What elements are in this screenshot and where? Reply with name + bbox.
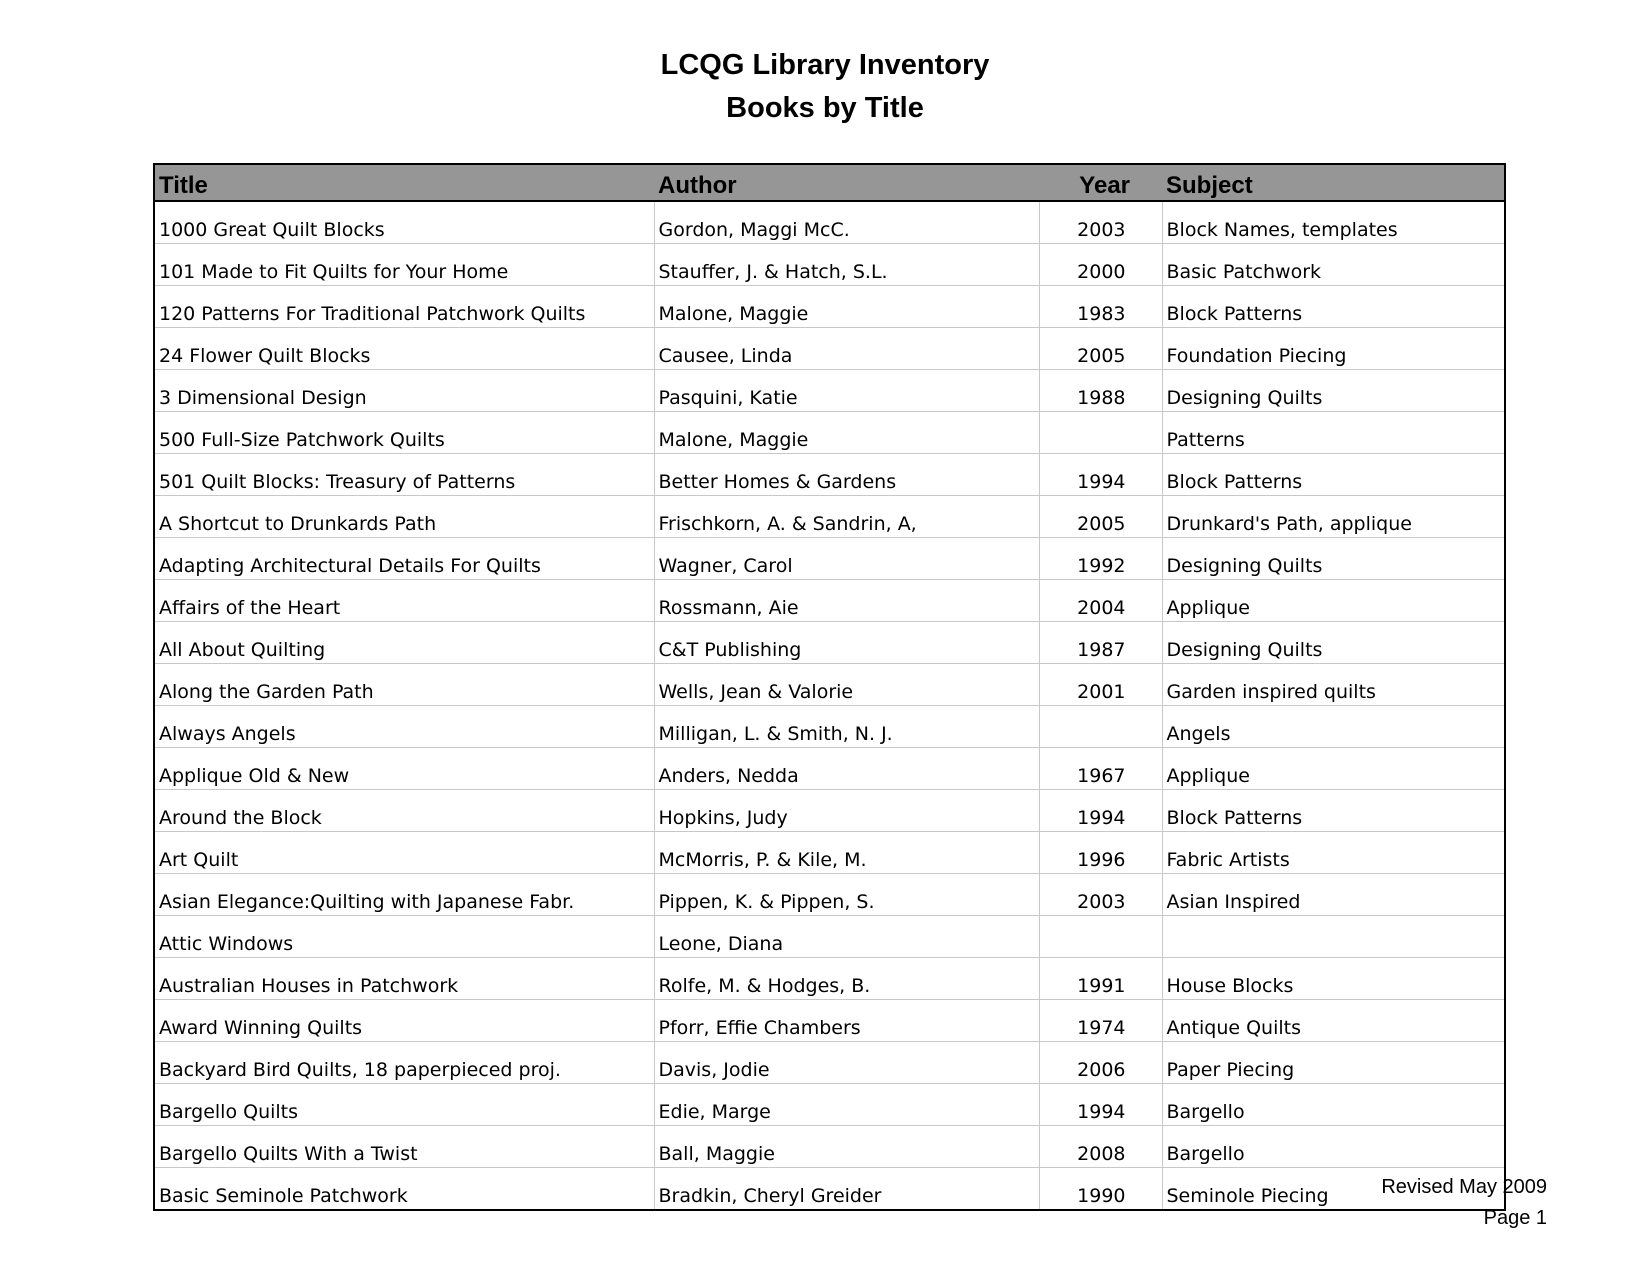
cell-year: 1991: [1039, 958, 1162, 1000]
table-row: [154, 201, 1505, 244]
cell-subject: Fabric Artists: [1162, 832, 1505, 874]
cell-title: Along the Garden Path: [154, 664, 654, 706]
table-row: [154, 958, 1505, 1000]
cell-subject: Asian Inspired: [1162, 874, 1505, 916]
cell-author: Malone, Maggie: [654, 412, 1039, 454]
cell-year: 1974: [1039, 1000, 1162, 1042]
cell-year: 1994: [1039, 1084, 1162, 1126]
cell-subject: Paper Piecing: [1162, 1042, 1505, 1084]
cell-title: Art Quilt: [154, 832, 654, 874]
cell-author: Anders, Nedda: [654, 748, 1039, 790]
cell-title: Bargello Quilts With a Twist: [154, 1126, 654, 1168]
cell-author: Stauffer, J. & Hatch, S.L.: [654, 244, 1039, 286]
cell-subject: Designing Quilts: [1162, 370, 1505, 412]
cell-author: Frischkorn, A. & Sandrin, A,: [654, 496, 1039, 538]
cell-subject: Angels: [1162, 706, 1505, 748]
cell-author: Causee, Linda: [654, 328, 1039, 370]
cell-author: Milligan, L. & Smith, N. J.: [654, 706, 1039, 748]
table-row: [154, 874, 1505, 916]
cell-year: 2000: [1039, 244, 1162, 286]
cell-title: 3 Dimensional Design: [154, 370, 654, 412]
cell-author: Pforr, Effie Chambers: [654, 1000, 1039, 1042]
cell-title: Affairs of the Heart: [154, 580, 654, 622]
cell-title: Basic Seminole Patchwork: [154, 1168, 654, 1211]
cell-author: C&T Publishing: [654, 622, 1039, 664]
cell-subject: Garden inspired quilts: [1162, 664, 1505, 706]
cell-title: Award Winning Quilts: [154, 1000, 654, 1042]
cell-year: 1987: [1039, 622, 1162, 664]
table-row: [154, 496, 1505, 538]
cell-title: 120 Patterns For Traditional Patchwork Quilts: [154, 286, 654, 328]
table-row: [154, 1000, 1505, 1042]
cell-author: Malone, Maggie: [654, 286, 1039, 328]
table-row: [154, 244, 1505, 286]
table-row: [154, 664, 1505, 706]
cell-author: Pasquini, Katie: [654, 370, 1039, 412]
cell-title: Asian Elegance:Quilting with Japanese Fabr.: [154, 874, 654, 916]
cell-author: Wells, Jean & Valorie: [654, 664, 1039, 706]
table-row: [154, 790, 1505, 832]
cell-title: 1000 Great Quilt Blocks: [154, 201, 654, 244]
cell-author: Leone, Diana: [654, 916, 1039, 958]
table-row: [154, 1126, 1505, 1168]
table-row: [154, 580, 1505, 622]
table-row: [154, 748, 1505, 790]
table-row: [154, 328, 1505, 370]
cell-title: 500 Full-Size Patchwork Quilts: [154, 412, 654, 454]
cell-year: [1039, 706, 1162, 748]
cell-year: 2005: [1039, 328, 1162, 370]
cell-author: Wagner, Carol: [654, 538, 1039, 580]
cell-subject: Designing Quilts: [1162, 622, 1505, 664]
cell-subject: Block Names, templates: [1166, 219, 1398, 241]
cell-author: Hopkins, Judy: [654, 790, 1039, 832]
cell-author: Better Homes & Gardens: [654, 454, 1039, 496]
cell-year: [1039, 916, 1162, 958]
table-row: [154, 832, 1505, 874]
document-footer: [1381, 1172, 1547, 1234]
cell-author: Pippen, K. & Pippen, S.: [654, 874, 1039, 916]
cell-title: Adapting Architectural Details For Quilts: [154, 538, 654, 580]
page-number: Page 1: [1483, 1207, 1547, 1229]
column-header-year: Year: [1039, 164, 1162, 201]
cell-year: 2001: [1039, 664, 1162, 706]
revision-date: Revised May 2009: [1381, 1176, 1547, 1198]
table-row: [154, 706, 1505, 748]
cell-author: Edie, Marge: [654, 1084, 1039, 1126]
cell-subject: Bargello: [1162, 1084, 1505, 1126]
cell-author: Bradkin, Cheryl Greider: [654, 1168, 1039, 1211]
cell-author: McMorris, P. & Kile, M.: [654, 832, 1039, 874]
cell-year: 1990: [1039, 1168, 1162, 1211]
table-header: [154, 164, 1505, 201]
cell-subject: Patterns: [1162, 412, 1505, 454]
cell-year: 2004: [1039, 580, 1162, 622]
cell-subject: [1162, 916, 1505, 958]
document-subtitle: Books by Title: [726, 92, 924, 124]
document-header: [0, 44, 1650, 130]
cell-year: 1992: [1039, 538, 1162, 580]
table-row: [154, 370, 1505, 412]
table-row: [154, 1042, 1505, 1084]
inventory-table: [153, 163, 1506, 1211]
cell-year: 1994: [1039, 454, 1162, 496]
cell-year: [1039, 412, 1162, 454]
cell-year: 2003: [1039, 201, 1162, 244]
column-header-title: Title: [154, 164, 654, 201]
cell-subject: Bargello: [1162, 1126, 1505, 1168]
cell-year: 1996: [1039, 832, 1162, 874]
cell-subject: Foundation Piecing: [1162, 328, 1505, 370]
cell-title: A Shortcut to Drunkards Path: [154, 496, 654, 538]
cell-subject: House Blocks: [1162, 958, 1505, 1000]
cell-year: 2005: [1039, 496, 1162, 538]
cell-year: 1994: [1039, 790, 1162, 832]
cell-title: 501 Quilt Blocks: Treasury of Patterns: [154, 454, 654, 496]
cell-title: Around the Block: [154, 790, 654, 832]
cell-title: Bargello Quilts: [154, 1084, 654, 1126]
cell-title: Attic Windows: [154, 916, 654, 958]
table-row: [154, 916, 1505, 958]
cell-subject: Block Patterns: [1162, 454, 1505, 496]
cell-author: Davis, Jodie: [654, 1042, 1039, 1084]
cell-subject: Block Patterns: [1162, 286, 1505, 328]
table-row: [154, 1084, 1505, 1126]
cell-subject: Applique: [1162, 580, 1505, 622]
column-header-subject: Subject: [1162, 164, 1505, 201]
cell-year: 1967: [1039, 748, 1162, 790]
cell-subject: Seminole Piecing: [1162, 1168, 1505, 1211]
cell-subject: Antique Quilts: [1162, 1000, 1505, 1042]
cell-title: Backyard Bird Quilts, 18 paperpieced proj.: [154, 1042, 654, 1084]
cell-year: 1983: [1039, 286, 1162, 328]
cell-year: 1988: [1039, 370, 1162, 412]
cell-title: 24 Flower Quilt Blocks: [154, 328, 654, 370]
cell-year: 2003: [1039, 874, 1162, 916]
cell-subject: Block Patterns: [1162, 790, 1505, 832]
cell-title: All About Quilting: [154, 622, 654, 664]
header-row: [154, 164, 1505, 201]
table-row: [154, 286, 1505, 328]
cell-author: Rolfe, M. & Hodges, B.: [654, 958, 1039, 1000]
table-row: [154, 622, 1505, 664]
cell-year: 2008: [1039, 1126, 1162, 1168]
cell-subject: Designing Quilts: [1162, 538, 1505, 580]
cell-subject: Basic Patchwork: [1162, 244, 1505, 286]
cell-title: Applique Old & New: [154, 748, 654, 790]
column-header-author: Author: [654, 164, 1039, 201]
cell-title: 101 Made to Fit Quilts for Your Home: [154, 244, 654, 286]
cell-author: Ball, Maggie: [654, 1126, 1039, 1168]
cell-author: Rossmann, Aie: [654, 580, 1039, 622]
table-row: [154, 538, 1505, 580]
cell-title: Australian Houses in Patchwork: [154, 958, 654, 1000]
table-row: [154, 1168, 1505, 1211]
cell-subject: Applique: [1162, 748, 1505, 790]
table-body: [154, 201, 1505, 1210]
document-title: LCQG Library Inventory: [660, 49, 990, 81]
cell-year: 2006: [1039, 1042, 1162, 1084]
cell-author: Gordon, Maggi McC.: [654, 201, 1039, 244]
table-row: [154, 454, 1505, 496]
cell-subject: Drunkard's Path, applique: [1162, 496, 1505, 538]
cell-title: Always Angels: [154, 706, 654, 748]
table-row: [154, 412, 1505, 454]
